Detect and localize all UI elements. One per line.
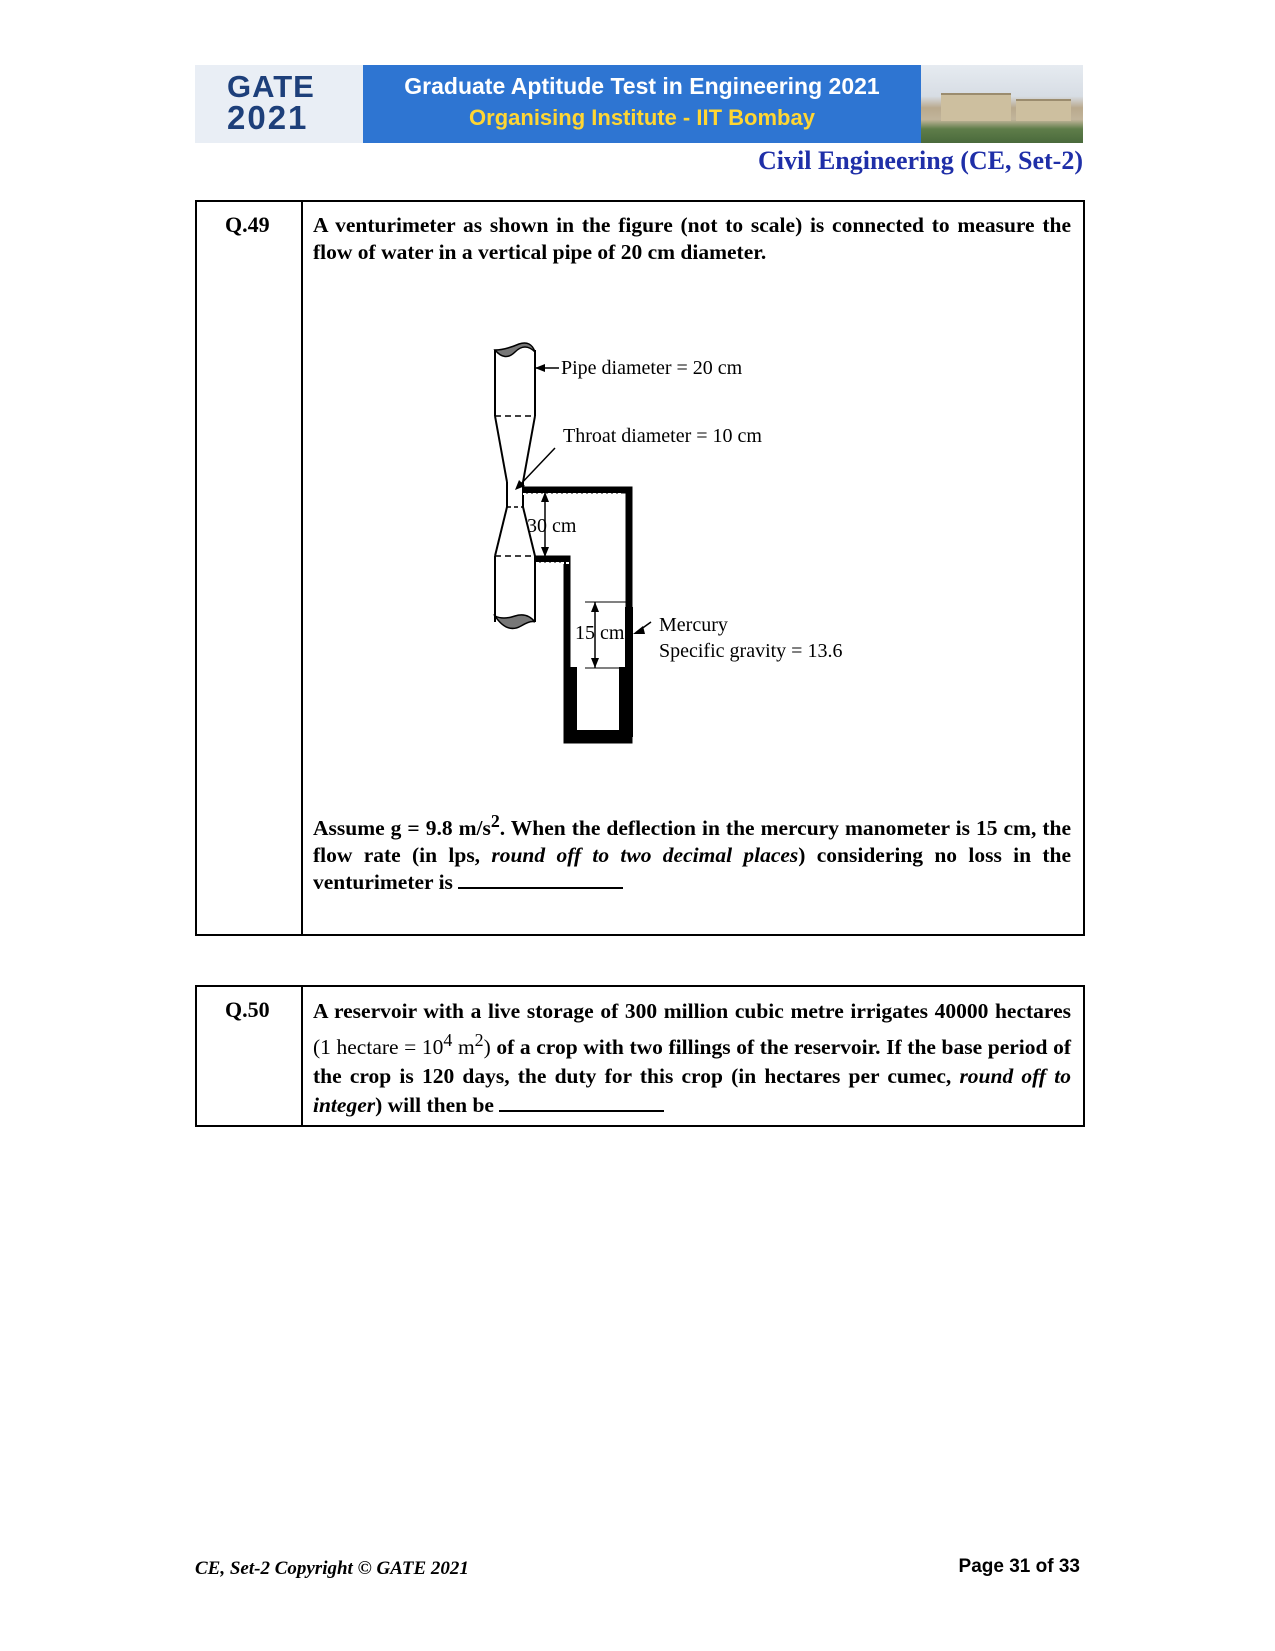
question-number: Q.49 xyxy=(225,212,270,237)
question-box-50 xyxy=(195,985,1085,1127)
text-segment: A reservoir with a live storage of 300 million cubic metre irrigates 40000 hectares xyxy=(313,999,1071,1023)
text-segment: ) xyxy=(483,1035,491,1060)
height-label: 30 cm xyxy=(527,515,577,537)
text-segment: ) considering no loss in the venturimeter is xyxy=(313,843,1071,895)
deflection-label: 15 cm xyxy=(575,622,625,644)
mercury-gap xyxy=(577,667,619,730)
banner-title-box xyxy=(363,65,921,143)
question-intro: A venturimeter as shown in the figure (not to scale) is connected to measure the flow of water in a vertical pipe of 20 cm diameter. xyxy=(313,213,1071,264)
answer-blank xyxy=(499,1092,664,1112)
column-divider xyxy=(301,987,303,1125)
current-page: 31 xyxy=(1009,1556,1031,1577)
building-shape xyxy=(1016,99,1071,121)
venturi-wall xyxy=(495,416,507,482)
venturi-wall xyxy=(495,507,507,556)
arrow-head xyxy=(591,658,599,668)
superscript: 2 xyxy=(490,811,500,831)
throat-leader xyxy=(517,448,555,488)
pipe-break-bottom xyxy=(495,615,535,629)
arrow-head xyxy=(591,602,599,612)
banner-title: Graduate Aptitude Test in Engineering 2021 xyxy=(404,73,880,99)
footer-page-number xyxy=(959,1556,1080,1578)
mercury-right-limb xyxy=(625,607,633,737)
venturi-wall xyxy=(523,416,535,482)
text-segment: . When the deflection in the mercury manometer is 15 cm, the flow rate (in lps, xyxy=(313,816,1072,868)
subject-title: Civil Engineering (CE, Set-2) xyxy=(758,146,1083,175)
specific-gravity-label: Specific gravity = 13.6 xyxy=(659,640,843,662)
banner-subtitle: Organising Institute - IIT Bombay xyxy=(469,105,815,130)
superscript: 2 xyxy=(474,1030,484,1050)
text-segment: (1 hectare = 10 xyxy=(313,1035,444,1060)
institute-photo xyxy=(921,65,1083,143)
header-banner xyxy=(195,65,1083,143)
building-shape xyxy=(941,93,1011,121)
answer-blank xyxy=(458,869,623,889)
arrow-head xyxy=(535,364,545,372)
mercury-label: Mercury xyxy=(659,614,728,636)
text-segment: m xyxy=(452,1035,475,1060)
logo-gate-text: GATE xyxy=(227,69,315,104)
question-number: Q.50 xyxy=(225,997,270,1022)
total-pages: 33 xyxy=(1058,1556,1080,1577)
italic-instruction: round off to two decimal places xyxy=(491,843,799,868)
italic-instruction: round off to integer xyxy=(313,1064,1071,1118)
throat-diameter-label: Throat diameter = 10 cm xyxy=(563,425,762,447)
text-segment: Assume g = 9.8 m/s xyxy=(313,816,491,841)
pipe-break-top xyxy=(495,343,535,357)
text-segment: of xyxy=(1030,1556,1059,1577)
question-body xyxy=(313,997,1071,1120)
question-body xyxy=(313,808,1071,896)
logo-year-text: 2021 xyxy=(227,99,309,136)
superscript: 4 xyxy=(443,1030,453,1050)
hectare-definition xyxy=(313,1030,491,1060)
footer-copyright: CE, Set-2 Copyright © GATE 2021 xyxy=(195,1558,469,1579)
pipe-diameter-label: Pipe diameter = 20 cm xyxy=(561,357,743,379)
text-segment: of a crop with two fillings of the reservoir. If the base period of the crop is 120 days, the duty for this crop (in hectares per cumec, xyxy=(313,1035,1071,1089)
text-segment: ) will then be xyxy=(375,1093,500,1118)
arrow-head xyxy=(633,626,645,634)
question-box-49 xyxy=(195,200,1085,936)
text-segment: Page xyxy=(958,1556,1010,1577)
gate-logo xyxy=(195,65,363,143)
